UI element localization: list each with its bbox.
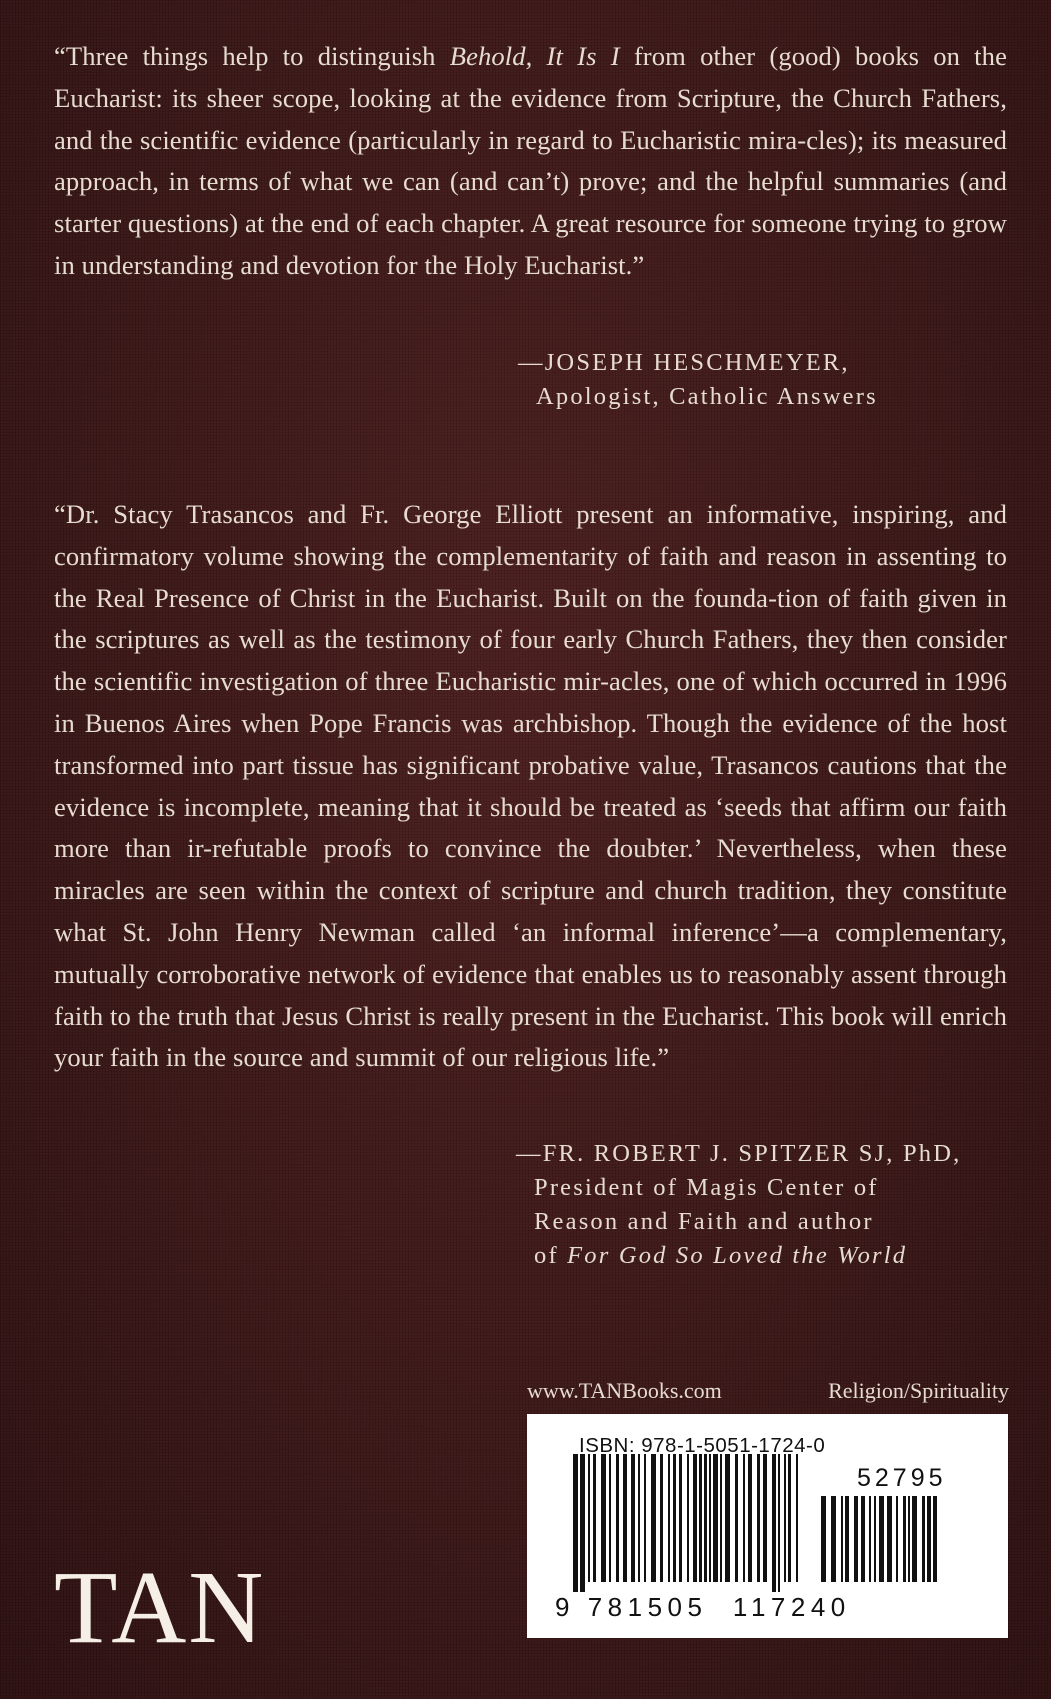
barcode-bar [927,1496,931,1582]
barcode-bar [601,1454,606,1582]
isbn-digit-first: 9 [555,1592,575,1622]
barcode-bar [693,1454,697,1582]
endorsement-quote-spitzer: “Dr. Stacy Trasancos and Fr. George Elliott present an informative, inspiring, and confirmatory volume showing the complementarity of faith and reason in assenting to the Real Presence of Christ in the Eucharist. Built on the founda-tion of faith given in the scriptures as well as the testimony of four early Church Fathers, they then consider the scientific investigation of three Eucharistic mir-acles, one of which occurred in 1996 in Buenos Aires when Pope Francis was archbishop. Though the evidence of the host transformed into part tissue has significant probative value, Trasancos cautions that the evidence is incomplete, meaning that it should be treated as ‘seeds that affirm our faith more than ir-refutable proofs to convince the doubter.’ Nevertheless, when these miracles are seen within the context of scripture and church tradition, they constitute what St. John Henry Newman called ‘an informal inference’—a complementary, mutually corroborative network of evidence that enables us to reasonably assent through faith to the truth that Jesus Christ is really present in the Eucharist. This book will enrich your faith in the source and summit of our religious life.” [54,499,1007,1073]
barcode-bar [933,1496,937,1582]
book-title-reference: For God So Loved the World [567,1242,908,1269]
book-category: Religion/Spirituality [828,1378,1009,1403]
barcode-bar [609,1454,611,1582]
barcode-bar [869,1496,871,1582]
barcode-bar [668,1454,670,1582]
barcode-bar [778,1454,780,1592]
barcode-bar [887,1496,892,1582]
isbn-label: ISBN: 978-1-5051-1724-0 [579,1434,826,1457]
barcode-bar [644,1454,646,1582]
attribution-role: Apologist, Catholic Answers [536,383,878,410]
barcode-bar [638,1454,640,1582]
barcode-bar [616,1454,619,1582]
endorsement-quote-heschmeyer [54,36,1007,287]
barcode-bar [679,1454,682,1582]
barcode-bar [908,1496,910,1582]
barcode-bar [709,1454,711,1582]
book-title-reference: Behold, It Is I [449,41,620,71]
barcode-bar [821,1496,826,1582]
quote-text-part: from other (good) books on the Eucharist: its sheer scope, looking at the evidence from Scripture, the Church Fathers, and the scientific evidence (particularly in regard to Eucharistic mira-cles); its measured approach, in terms of what we can (and can’t) prove; and the helpful summaries (and starter questions) at the end of each chapter. A great resource for someone trying to grow in understanding and devotion for the Holy Eucharist.” [54,41,1007,280]
barcode-bar [788,1454,791,1582]
barcode-bar [796,1454,798,1582]
barcode-bar [845,1496,849,1582]
barcode-bar [704,1454,707,1582]
barcode-bar [573,1454,578,1592]
barcode-bar [631,1454,635,1582]
barcode-bar [743,1454,745,1582]
barcode-bar [593,1454,596,1582]
barcode-bar [660,1454,663,1582]
barcode-bar [725,1454,730,1582]
attribution-name: —JOSEPH HESCHMEYER, [518,349,850,376]
barcode-bar [841,1496,843,1582]
price-code: 52795 [857,1464,947,1492]
attribution-heschmeyer [518,346,878,414]
attribution-role-prefix: of [534,1242,568,1269]
barcode-bar [673,1454,676,1582]
barcode-bar [763,1454,767,1582]
barcode-bar [588,1454,590,1582]
barcode-bar [879,1496,884,1582]
barcode-bar [922,1496,925,1582]
publisher-logo: TAN [54,1550,266,1665]
attribution-role-line: President of Magis Center of [534,1174,879,1201]
barcode-bar [757,1454,760,1582]
barcode-bar [580,1454,585,1592]
barcode-bar [713,1454,718,1582]
barcode-bar [874,1496,876,1582]
barcode-bar [748,1454,752,1582]
attribution-name: —FR. ROBERT J. SPITZER SJ, PhD, [516,1140,962,1167]
publisher-website: www.TANBooks.com [527,1378,722,1403]
barcode-bar [861,1496,865,1582]
barcode-bar [720,1454,722,1582]
barcode-bar [903,1496,906,1582]
barcode-bar [651,1454,656,1582]
barcode-bar [699,1454,702,1582]
barcode-panel [527,1414,1008,1638]
isbn-digits [555,1592,851,1623]
barcode-bar [912,1496,917,1582]
barcode-bar [735,1454,738,1582]
isbn-digit-group: 781505 [587,1592,708,1622]
barcode-bar [854,1496,858,1582]
barcode-bar [687,1454,689,1582]
quote-text-part: “Three things help to distinguish [54,41,450,71]
barcode-bar [831,1496,836,1582]
barcode-bar [772,1454,776,1592]
barcode-bar [896,1496,898,1582]
isbn-digit-group: 117240 [732,1592,851,1622]
attribution-spitzer [516,1137,961,1273]
barcode-bar [784,1454,786,1582]
attribution-role-line [516,1239,961,1273]
attribution-role-line: Reason and Faith and author [534,1208,874,1235]
barcode-bar [623,1454,627,1582]
